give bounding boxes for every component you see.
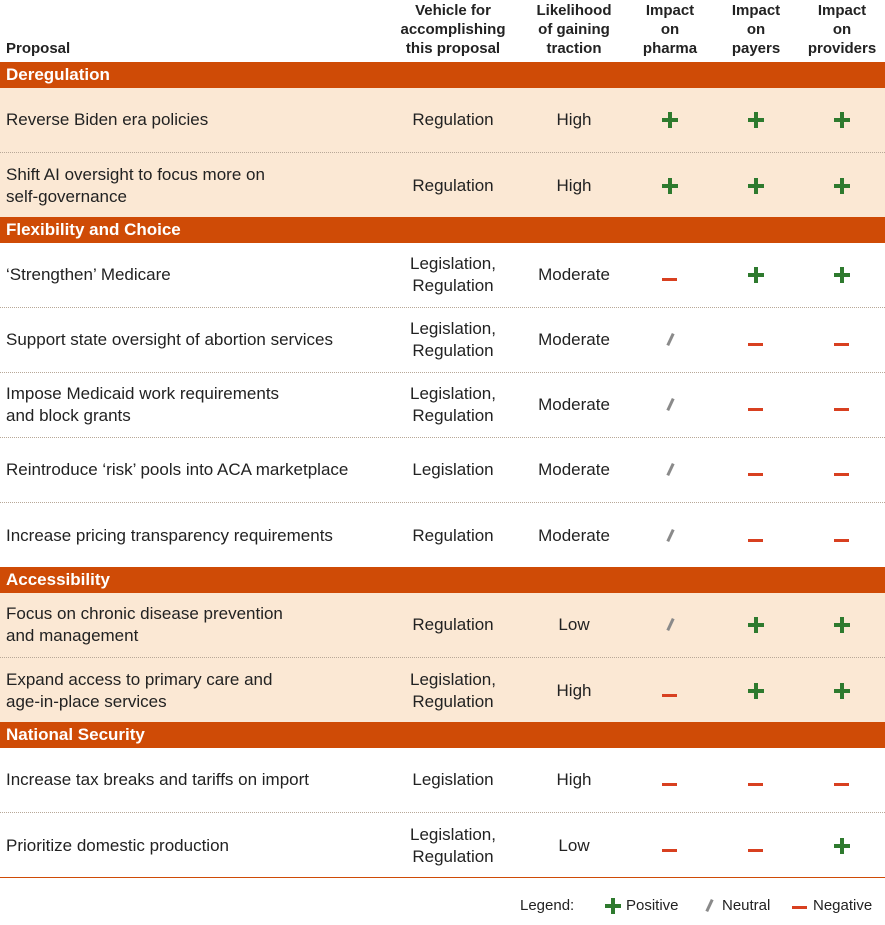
negative-icon [747,331,765,349]
vehicle-cell [393,503,513,568]
negative-icon [661,771,679,789]
proposal-text: ‘Strengthen’ Medicare [6,265,171,284]
pharma-impact [640,308,700,372]
providers-impact [812,593,872,657]
section-header-accessibility: Accessibility [0,567,885,593]
header-likelihood [519,1,629,58]
header-likelihood-line: traction [546,40,602,57]
payers-impact [726,813,786,878]
pharma-impact [640,153,700,218]
legend-positive-label: Positive [626,897,679,914]
header-providers-line: providers [807,40,877,57]
header-providers-line: Impact [817,2,867,19]
table-row [0,438,885,503]
proposal-text: self-governance [6,186,127,206]
table-row [0,593,885,658]
vehicle-text: Legislation, [409,824,496,844]
payers-impact [726,373,786,437]
legend-negative [791,892,872,920]
proposal-text: Reverse Biden era policies [6,110,209,129]
pharma-impact [640,813,700,878]
proposal-text: Focus on chronic disease prevention [6,604,283,623]
legend-neutral-label: Neutral [722,897,771,914]
positive-icon [833,266,851,284]
vehicle-text: Regulation [412,341,494,360]
negative-icon [833,771,851,789]
likelihood-cell: High [556,110,592,129]
header-pharma-line: pharma [642,40,698,57]
payers-impact [726,503,786,568]
proposal-cell [6,438,396,502]
table-row [0,813,885,878]
proposal-text: Support state oversight of abortion services [6,330,333,349]
payers-impact [726,88,786,152]
providers-impact [812,373,872,437]
likelihood-cell: High [556,175,592,195]
vehicle-text: Regulation [412,175,494,195]
positive-icon [833,616,851,634]
proposal-text: Increase pricing transparency requirements [6,525,333,545]
likelihood-cell: Moderate [538,330,610,349]
header-providers [802,1,882,58]
pharma-impact [640,748,700,812]
likelihood-cell: Moderate [538,525,610,545]
positive-icon [747,266,765,284]
providers-impact [812,308,872,372]
table-row [0,243,885,308]
proposal-text: Prioritize domestic production [6,835,229,855]
proposal-text: Shift AI oversight to focus more on [6,164,265,184]
likelihood-cell: Low [558,615,590,634]
positive-icon [833,682,851,700]
positive-icon [661,177,679,195]
proposal-text: Increase tax breaks and tariffs on import [6,770,310,789]
proposal-cell [6,308,396,372]
vehicle-text: Regulation [412,615,494,634]
vehicle-cell [393,373,513,437]
proposal-text: and block grants [6,406,131,425]
proposal-cell [6,243,396,307]
positive-icon [661,111,679,129]
likelihood-cell: Low [558,835,590,855]
pharma-impact [640,88,700,152]
legend-neutral [700,892,770,920]
positive-icon [747,177,765,195]
neutral-icon [661,527,679,545]
header-payers-line: on [746,21,766,38]
vehicle-cell [393,593,513,657]
positive-icon [747,616,765,634]
negative-icon [833,396,851,414]
table-row [0,153,885,218]
pharma-impact [640,373,700,437]
proposal-cell [6,593,396,657]
likelihood-cell: Moderate [538,265,610,284]
providers-impact [812,438,872,502]
table-row [0,308,885,373]
table-row [0,373,885,438]
negative-icon [791,894,809,912]
header-vehicle-line: this proposal [405,40,501,57]
proposal-cell [6,373,396,437]
providers-impact [812,658,872,723]
likelihood-cell: Moderate [538,395,610,414]
positive-icon [747,111,765,129]
negative-icon [833,461,851,479]
legend-label: Legend: [520,897,575,914]
header-proposal: Proposal [6,40,71,57]
vehicle-cell [393,243,513,307]
section-header-deregulation: Deregulation [0,62,885,88]
vehicle-text: Regulation [412,691,494,711]
providers-impact [812,503,872,568]
proposal-text: Impose Medicaid work requirements [6,384,280,403]
vehicle-cell [393,813,513,878]
table-row [0,658,885,723]
vehicle-text: Legislation, [409,384,496,403]
payers-impact [726,438,786,502]
pharma-impact [640,593,700,657]
neutral-icon [661,396,679,414]
proposal-text: and management [6,626,139,645]
header-vehicle-line: accomplishing [400,21,506,38]
proposal-text: Reintroduce ‘risk’ pools into ACA marketplace [6,460,349,479]
vehicle-text: Legislation [412,460,494,479]
neutral-icon [700,897,718,915]
negative-icon [747,771,765,789]
vehicle-text: Regulation [412,846,494,866]
providers-impact [812,813,872,878]
proposal-cell [6,658,396,723]
neutral-icon [661,461,679,479]
negative-icon [747,396,765,414]
negative-icon [661,266,679,284]
proposal-cell [6,503,396,568]
proposal-cell [6,748,396,812]
vehicle-cell [393,748,513,812]
payers-impact [726,308,786,372]
likelihood-cell: High [556,770,592,789]
positive-icon [747,682,765,700]
likelihood-cell: Moderate [538,460,610,479]
vehicle-text: Legislation, [409,254,496,273]
legend-negative-label: Negative [813,897,873,914]
negative-icon [661,682,679,700]
header-vehicle [393,1,513,58]
pharma-impact [640,243,700,307]
proposal-cell [6,153,396,218]
header-providers-line: on [832,21,852,38]
table-row [0,748,885,813]
positive-icon [833,177,851,195]
neutral-icon [661,616,679,634]
positive-icon [833,837,851,855]
pharma-impact [640,658,700,723]
pharma-impact [640,503,700,568]
vehicle-text: Regulation [412,110,494,129]
header-pharma-line: Impact [645,2,695,19]
payers-impact [726,748,786,812]
header-likelihood-line: of gaining [538,21,610,38]
vehicle-cell [393,88,513,152]
section-header-national-security: National Security [0,722,885,748]
providers-impact [812,243,872,307]
likelihood-cell: High [556,680,592,700]
table-bottom-rule [0,877,885,878]
header-pharma-line: on [660,21,680,38]
payers-impact [726,593,786,657]
vehicle-text: Regulation [412,406,494,425]
vehicle-text: Legislation, [409,669,496,689]
vehicle-text: Regulation [412,525,494,545]
negative-icon [747,527,765,545]
table-row [0,503,885,568]
vehicle-cell [393,438,513,502]
payers-impact [726,658,786,723]
vehicle-cell [393,308,513,372]
table-header [0,0,885,62]
negative-icon [747,461,765,479]
negative-icon [833,331,851,349]
negative-icon [661,837,679,855]
providers-impact [812,153,872,218]
pharma-impact [640,438,700,502]
section-header-flexibility-choice: Flexibility and Choice [0,217,885,243]
vehicle-text: Regulation [412,276,494,295]
payers-impact [726,243,786,307]
negative-icon [833,527,851,545]
header-payers [721,1,791,58]
proposal-cell [6,88,396,152]
proposal-cell [6,813,396,878]
proposal-text: age-in-place services [6,691,167,711]
vehicle-cell [393,153,513,218]
providers-impact [812,88,872,152]
vehicle-text: Legislation, [409,319,496,338]
table-row [0,88,885,153]
legend-positive [604,892,679,920]
proposal-text: Expand access to primary care and [6,669,273,689]
positive-icon [833,111,851,129]
header-payers-line: payers [731,40,781,57]
providers-impact [812,748,872,812]
positive-icon [604,897,622,915]
vehicle-cell [393,658,513,723]
header-payers-line: Impact [731,2,781,19]
header-pharma [635,1,705,58]
header-likelihood-line: Likelihood [536,2,612,19]
payers-impact [726,153,786,218]
header-vehicle-line: Vehicle for [415,2,491,19]
neutral-icon [661,331,679,349]
vehicle-text: Legislation [412,770,494,789]
negative-icon [747,837,765,855]
